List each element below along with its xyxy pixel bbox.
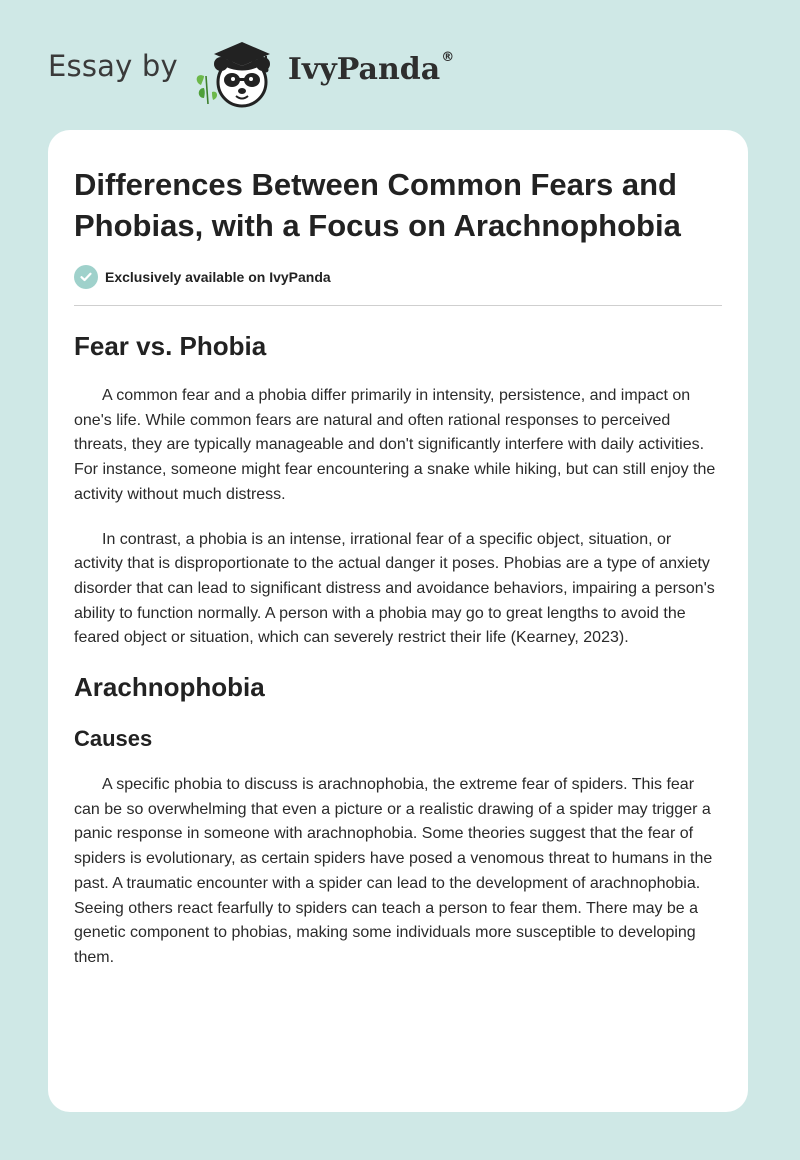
page-title: Differences Between Common Fears and Phobias, with a Focus on Arachnophobia <box>74 167 681 243</box>
section-heading: Arachnophobia <box>74 672 265 703</box>
paragraph: In contrast, a phobia is an intense, irrational fear of a specific object, situation, or activity that is disproportionate to the actual danger it poses. Phobias are a type of anxiety disorder that can lead to significant distress and avoidance behaviors, impairing a person's ability to function normally. A person with a phobia may go to great lengths to avoid the feared object or situation, which can severely restrict their life (Kearney, 2023). <box>74 530 715 647</box>
section-fear-vs-phobia <box>74 330 722 651</box>
document-card <box>48 130 748 1112</box>
paragraph: A common fear and a phobia differ primarily in intensity, persistence, and impact on one's life. While common fears are natural and often rational responses to perceived threats, they are typically manageable and don't significantly interfere with daily activities. For instance, someone might fear encountering a snake while hiking, but can still enjoy the activity without much distress. <box>74 387 716 503</box>
brand-header[interactable] <box>48 30 454 110</box>
brand-prefix: Essay by <box>48 49 178 83</box>
brand-name: IvyPanda® <box>287 49 455 87</box>
registered-mark: ® <box>441 49 455 65</box>
exclusive-badge <box>74 265 722 289</box>
graduation-panda-icon <box>192 30 284 110</box>
subsection-heading: Causes <box>74 726 153 752</box>
divider <box>74 305 722 306</box>
section-heading: Fear vs. Phobia <box>74 331 267 361</box>
section-arachnophobia <box>74 671 722 971</box>
paragraph: A specific phobia to discuss is arachnophobia, the extreme fear of spiders. This fear can be so overwhelming that even a picture or a realistic drawing of a spider may trigger a panic response in someone with arachnophobia. Some theories suggest that the fear of spiders is evolutionary, as certain spiders have posed a venomous threat to humans in the past. A traumatic encounter with a spider can lead to the development of arachnophobia. Seeing others react fearfully to spiders can teach a person to fear them. There may be a genetic component to phobias, making some individuals more susceptible to developing them. <box>74 776 713 966</box>
badge-text: Exclusively available on IvyPanda <box>105 269 331 285</box>
check-circle-icon <box>74 265 98 289</box>
